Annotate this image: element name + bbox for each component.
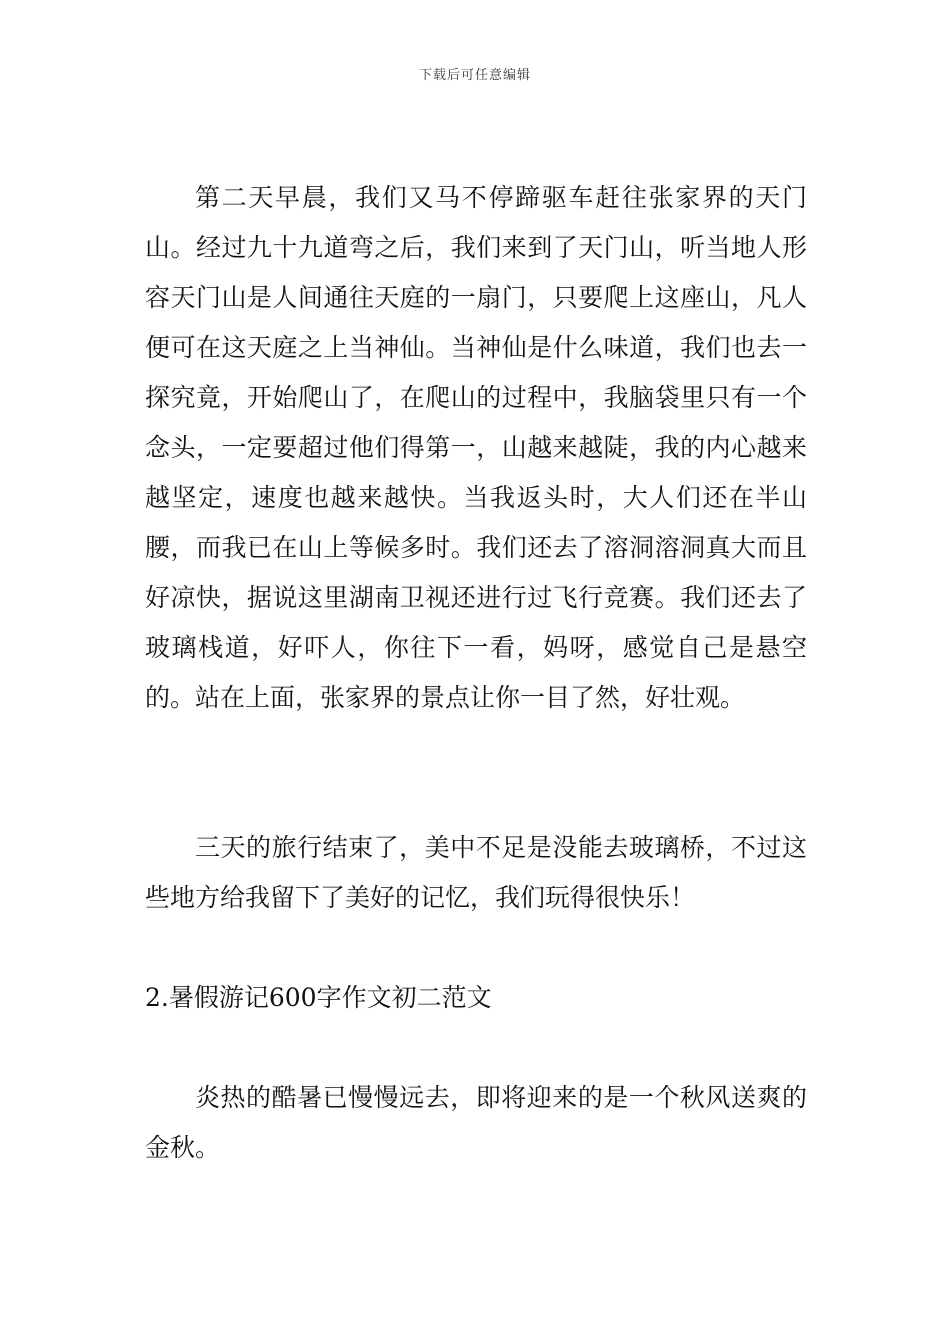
paragraph-tianmen-mountain: 第二天早晨，我们又马不停蹄驱车赶往张家界的天门山。经过九十九道弯之后，我们来到了天门山，听当地人形容天门山是人间通往天庭的一扇门，只要爬上这座山，凡人便可在这天庭之上当神仙。当神仙是什么味道，我们也去一探究竟，开始爬山了，在爬山的过程中，我脑袋里只有一个念头，一定要超过他们得第一，山越来越陡，我的内心越来越坚定，速度也越来越快。当我返头时，大人们还在半山腰，而我已在山上等候多时。我们还去了溶洞溶洞真大而且好凉快，据说这里湖南卫视还进行过飞行竞赛。我们还去了玻璃栈道，好吓人，你往下一看，妈呀，感觉自己是悬空的。站在上面，张家界的景点让你一目了然，好壮观。 <box>145 183 807 712</box>
paragraph-trip-end: 三天的旅行结束了，美中不足是没能去玻璃桥，不过这些地方给我留下了美好的记忆，我们玩得很快乐！ <box>145 833 807 912</box>
paragraph-autumn: 炎热的酷暑已慢慢远去，即将迎来的是一个秋风送爽的金秋。 <box>145 1083 807 1162</box>
page-header: 下载后可任意编辑 <box>418 68 531 83</box>
section-heading: 2.暑假游记600字作文初二范文 <box>145 983 492 1012</box>
